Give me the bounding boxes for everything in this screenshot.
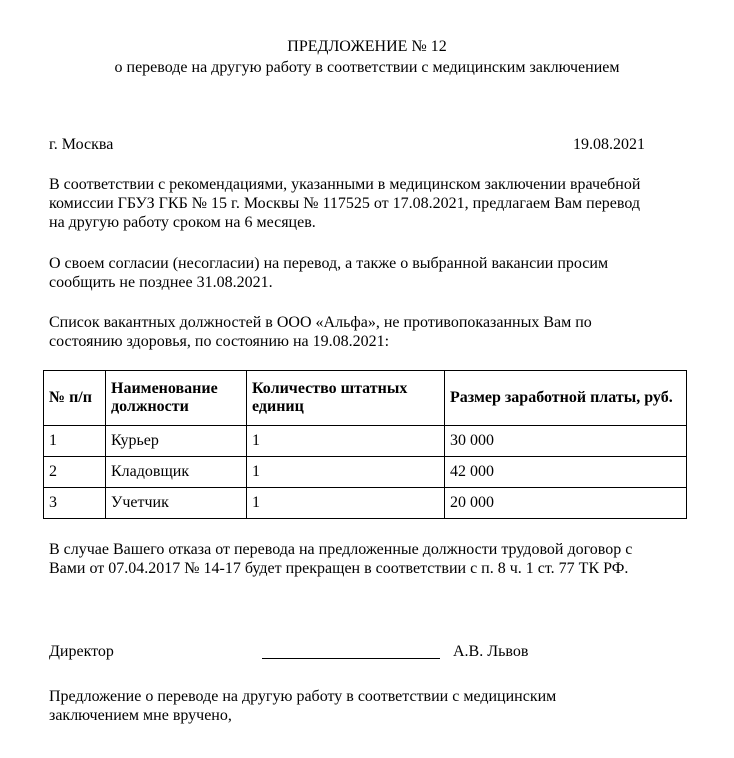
column-header-units: Количество штатных единиц <box>247 371 445 426</box>
paragraph-consent <box>49 254 699 292</box>
table-header-row <box>44 371 687 426</box>
paragraph-line: В случае Вашего отказа от перевода на предложенные должности трудовой договор с <box>49 541 633 558</box>
column-header-position: Наименование должности <box>106 371 247 426</box>
paragraph-line: О своем согласии (несогласии) на перевод, а также о выбранной вакансии просим <box>49 255 609 272</box>
city: г. Москва <box>49 136 114 153</box>
table-row <box>44 457 687 488</box>
cell-position: Кладовщик <box>106 457 247 488</box>
cell-units: 1 <box>247 426 445 457</box>
signature-line <box>262 658 440 659</box>
paragraph-line: Вами от 07.04.2017 № 14-17 будет прекращен в соответствии с п. 8 ч. 1 ст. 77 ТК РФ. <box>49 560 629 577</box>
paragraph-line: Список вакантных должностей в ООО «Альфа», не противопоказанных Вам по <box>49 314 592 331</box>
signatory-position: Директор <box>49 643 114 660</box>
paragraph-line: состоянию здоровья, по состоянию на 19.08.2021: <box>49 333 390 350</box>
paragraph-line: В соответствии с рекомендациями, указанными в медицинском заключении врачебной <box>49 176 641 193</box>
paragraph-line: заключением мне вручено, <box>49 707 232 724</box>
paragraph-line: Предложение о переводе на другую работу в соответствии с медицинским <box>49 688 557 705</box>
column-header-number: № п/п <box>44 371 106 426</box>
column-header-salary: Размер заработной платы, руб. <box>445 371 687 426</box>
paragraph-refusal-consequence <box>49 540 699 578</box>
paragraph-acknowledgement <box>49 687 699 725</box>
table-row <box>44 426 687 457</box>
cell-number: 3 <box>44 488 106 519</box>
paragraph-recommendation <box>49 175 699 232</box>
cell-units: 1 <box>247 488 445 519</box>
paragraph-line: на другую работу сроком на 6 месяцев. <box>49 214 316 231</box>
signatory-name: А.В. Львов <box>453 643 529 660</box>
cell-position: Курьер <box>106 426 247 457</box>
document-subtitle: о переводе на другую работу в соответствии с медицинским заключением <box>114 59 620 76</box>
cell-salary: 42 000 <box>445 457 687 488</box>
cell-units: 1 <box>247 457 445 488</box>
cell-salary: 20 000 <box>445 488 687 519</box>
cell-number: 2 <box>44 457 106 488</box>
cell-position: Учетчик <box>106 488 247 519</box>
paragraph-line: комиссии ГБУЗ ГКБ № 15 г. Москвы № 117525 от 17.08.2021, предлагаем Вам перевод <box>49 195 641 212</box>
document-date: 19.08.2021 <box>573 136 645 153</box>
paragraph-vacancy-list-intro <box>49 313 699 351</box>
table-row <box>44 488 687 519</box>
vacancies-table <box>43 370 687 519</box>
paragraph-line: сообщить не позднее 31.08.2021. <box>49 274 273 291</box>
cell-number: 1 <box>44 426 106 457</box>
document-title: ПРЕДЛОЖЕНИЕ № 12 <box>287 38 447 55</box>
cell-salary: 30 000 <box>445 426 687 457</box>
